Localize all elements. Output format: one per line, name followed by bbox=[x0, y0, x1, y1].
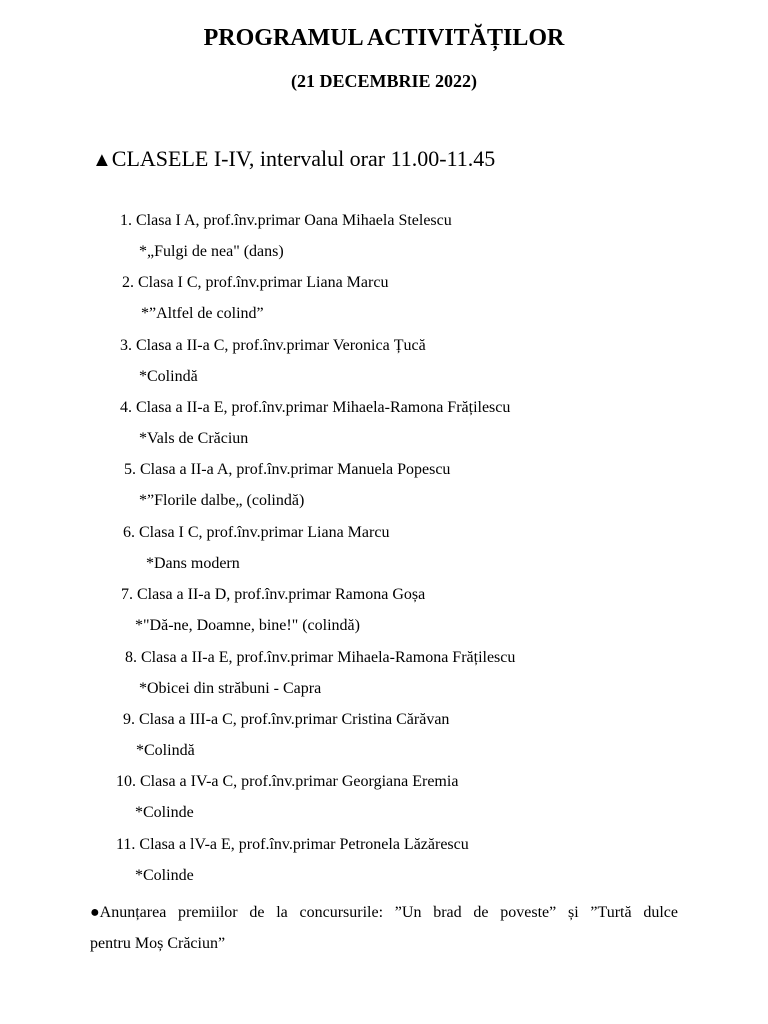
awards-announcement-line-2: pentru Moș Crăciun” bbox=[90, 935, 226, 952]
entry-5-line: 5. Clasa a II-a A, prof.înv.primar Manuela Popescu bbox=[124, 461, 451, 478]
note-word: ”Un bbox=[394, 904, 422, 921]
entry-9-detail: *Colindă bbox=[136, 742, 195, 759]
entry-3-line: 3. Clasa a II-a C, prof.înv.primar Veronica Țucă bbox=[120, 337, 426, 354]
note-word: de bbox=[249, 904, 265, 921]
note-word: la bbox=[276, 904, 288, 921]
entry-8-detail: *Obicei din străbuni - Capra bbox=[139, 680, 322, 697]
note-word: dulce bbox=[643, 904, 678, 921]
document-date: (21 DECEMBRIE 2022) bbox=[290, 71, 477, 91]
note-word: brad bbox=[433, 904, 462, 921]
entry-5-detail: *”Florile dalbe„ (colindă) bbox=[139, 492, 305, 509]
entry-11-line: 11. Clasa a lV-a E, prof.înv.primar Petronela Lăzărescu bbox=[116, 836, 469, 853]
entry-4-detail: *Vals de Crăciun bbox=[139, 430, 249, 447]
entry-11-detail: *Colinde bbox=[135, 867, 194, 884]
entry-9-line: 9. Clasa a III-a C, prof.înv.primar Cristina Cărăvan bbox=[123, 711, 450, 728]
entry-1-line: 1. Clasa I A, prof.înv.primar Oana Mihaela Stelescu bbox=[120, 212, 452, 229]
section-heading-text: CLASELE I-IV, intervalul orar 11.00-11.45 bbox=[111, 146, 496, 171]
note-word: și bbox=[567, 904, 579, 921]
note-word: ●Anunțarea bbox=[90, 904, 167, 921]
note-word: de bbox=[473, 904, 489, 921]
note-word: ”Turtă bbox=[590, 904, 632, 921]
awards-announcement-line-1 bbox=[90, 897, 678, 928]
note-word: concursurile: bbox=[299, 904, 384, 921]
note-word: poveste” bbox=[500, 904, 557, 921]
entry-2-detail: *”Altfel de colind” bbox=[141, 305, 264, 322]
entry-4-line: 4. Clasa a II-a E, prof.înv.primar Mihaela-Ramona Frățilescu bbox=[120, 399, 511, 416]
document-title: PROGRAMUL ACTIVITĂȚILOR bbox=[203, 25, 565, 51]
entry-7-detail: *"Dă-ne, Doamne, bine!" (colindă) bbox=[135, 617, 360, 634]
entry-2-line: 2. Clasa I C, prof.înv.primar Liana Marcu bbox=[122, 274, 389, 291]
entry-6-detail: *Dans modern bbox=[146, 555, 240, 572]
triangle-bullet-icon: ▲ bbox=[92, 149, 112, 171]
note-word: premiilor bbox=[178, 904, 238, 921]
entry-7-line: 7. Clasa a II-a D, prof.înv.primar Ramona Goșa bbox=[121, 586, 426, 603]
entry-6-line: 6. Clasa I C, prof.înv.primar Liana Marcu bbox=[123, 524, 390, 541]
entry-10-detail: *Colinde bbox=[135, 804, 194, 821]
entry-3-detail: *Colindă bbox=[139, 368, 198, 385]
section-heading bbox=[92, 144, 495, 175]
entry-10-line: 10. Clasa a IV-a C, prof.înv.primar Georgiana Eremia bbox=[116, 773, 459, 790]
entry-1-detail: *„Fulgi de nea" (dans) bbox=[139, 243, 284, 260]
awards-announcement bbox=[90, 897, 678, 959]
entry-8-line: 8. Clasa a II-a E, prof.înv.primar Mihaela-Ramona Frățilescu bbox=[125, 649, 516, 666]
